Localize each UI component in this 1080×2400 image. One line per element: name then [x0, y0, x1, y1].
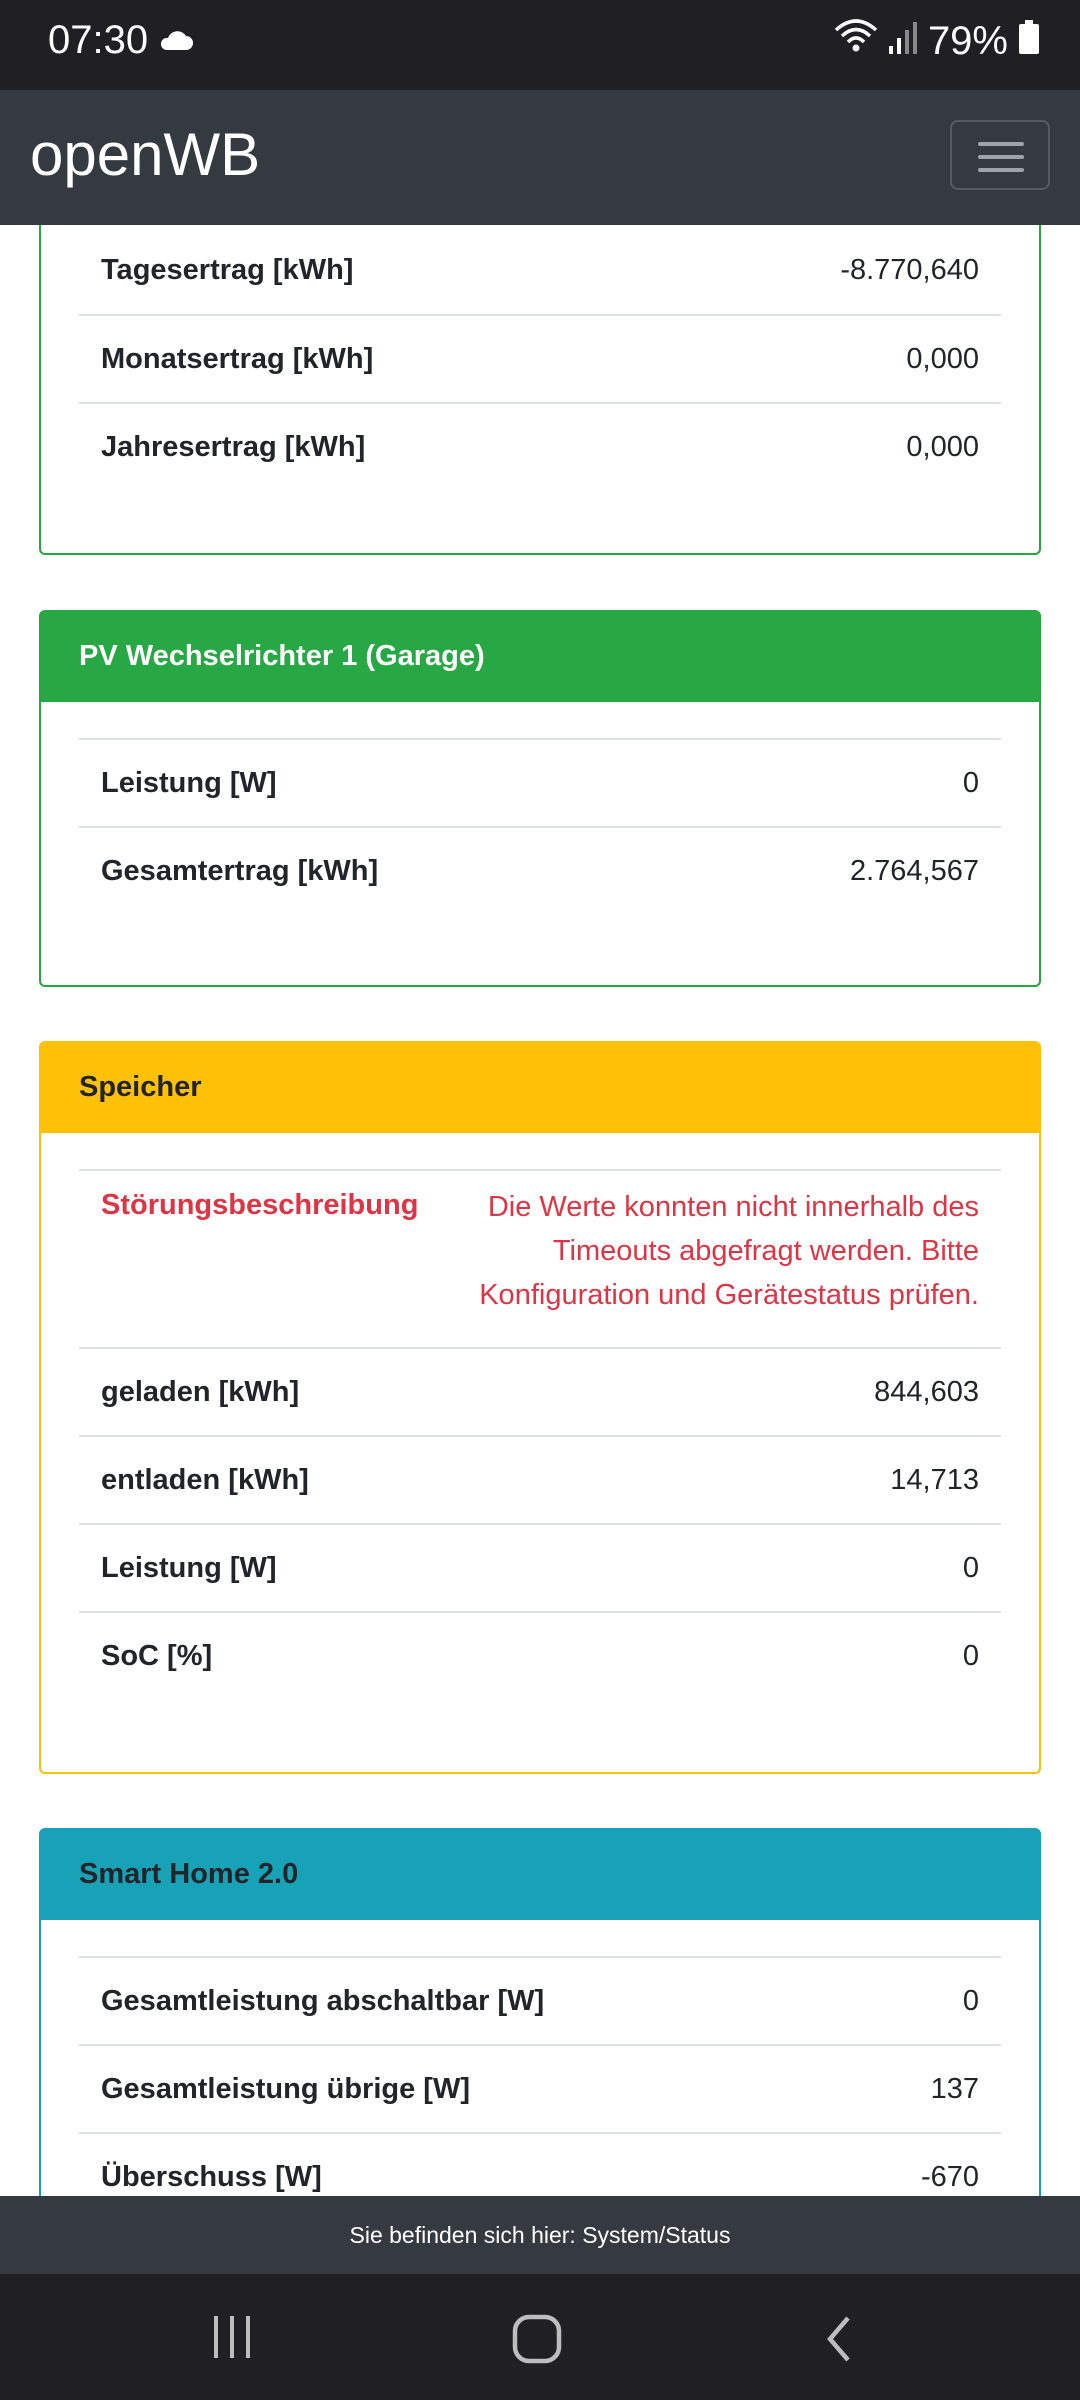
table-row — [79, 1523, 1001, 1611]
row-value: 14,713 — [890, 1463, 979, 1496]
row-value: 0,000 — [906, 342, 979, 375]
row-value: 0 — [962, 1551, 979, 1584]
row-label: Überschuss [W] — [101, 2160, 322, 2193]
table-row — [79, 738, 1001, 826]
row-value: 137 — [930, 2072, 979, 2105]
row-value: 2.764,567 — [849, 854, 979, 887]
row-label: Leistung [W] — [101, 1551, 277, 1584]
row-label: SoC [%] — [101, 1639, 213, 1672]
home-icon[interactable] — [512, 2314, 562, 2369]
hamburger-menu-icon — [978, 142, 1024, 146]
error-message: Die Werte konnten nicht innerhalb des Timeouts abgefragt werden. Bitte Konfiguration und Gerätestatus prüfen. — [479, 1191, 979, 1311]
row-value: -8.770,640 — [840, 253, 979, 286]
card-header — [41, 612, 1039, 702]
android-status-bar — [0, 0, 1080, 90]
card-pv-inverter — [39, 610, 1041, 987]
row-value: -670 — [920, 2160, 979, 2193]
table-row — [79, 314, 1001, 402]
android-navigation-bar — [0, 2274, 1080, 2400]
row-value: 0 — [962, 1984, 979, 2017]
row-value: 844,603 — [874, 1375, 979, 1408]
table-row — [79, 1435, 1001, 1523]
table-row — [79, 1956, 1001, 2044]
row-label: Jahresertrag [kWh] — [101, 430, 366, 463]
cloud-icon — [158, 30, 194, 57]
row-label: Gesamtertrag [kWh] — [101, 854, 379, 887]
wifi-icon — [834, 18, 878, 64]
battery-level: 79% — [927, 18, 1008, 63]
back-icon[interactable] — [822, 2314, 856, 2369]
location-text: Sie befinden sich hier: System/Status — [349, 2221, 731, 2248]
table-row — [79, 226, 1001, 314]
card-title: PV Wechselrichter 1 (Garage) — [79, 639, 485, 672]
card-smarthome — [39, 1828, 1041, 2248]
table-row — [79, 826, 1001, 914]
error-label: Störungsbeschreibung — [101, 1189, 419, 1221]
row-value: 0,000 — [906, 430, 979, 463]
row-label: Gesamtleistung abschaltbar [W] — [101, 1984, 545, 2017]
row-label: Leistung [W] — [101, 766, 277, 799]
hamburger-menu-button[interactable] — [950, 120, 1050, 190]
row-value: 0 — [962, 1639, 979, 1672]
brand-logo-text[interactable]: openWB — [30, 121, 261, 188]
table-row — [79, 402, 1001, 490]
row-label: Gesamtleistung übrige [W] — [101, 2072, 470, 2105]
card-header — [41, 1830, 1039, 1920]
table-row — [79, 1347, 1001, 1435]
row-label: Monatsertrag [kWh] — [101, 342, 374, 375]
card-header — [41, 1043, 1039, 1133]
card-title: Smart Home 2.0 — [79, 1857, 299, 1890]
breadcrumb-footer — [0, 2196, 1080, 2274]
signal-icon — [888, 19, 918, 64]
row-label: entladen [kWh] — [101, 1463, 309, 1496]
table-row — [79, 1611, 1001, 1699]
battery-icon — [1018, 19, 1040, 64]
card-title: Speicher — [79, 1070, 202, 1103]
app-navbar — [0, 90, 1080, 225]
clock: 07:30 — [48, 18, 149, 62]
recent-apps-icon[interactable] — [210, 2314, 256, 2365]
error-row — [79, 1169, 1001, 1347]
table-row — [79, 2044, 1001, 2132]
card-pv-summary — [39, 180, 1041, 555]
row-label: Tagesertrag [kWh] — [101, 253, 354, 286]
row-value: 0 — [962, 766, 979, 799]
row-label: geladen [kWh] — [101, 1375, 300, 1408]
card-storage — [39, 1041, 1041, 1774]
